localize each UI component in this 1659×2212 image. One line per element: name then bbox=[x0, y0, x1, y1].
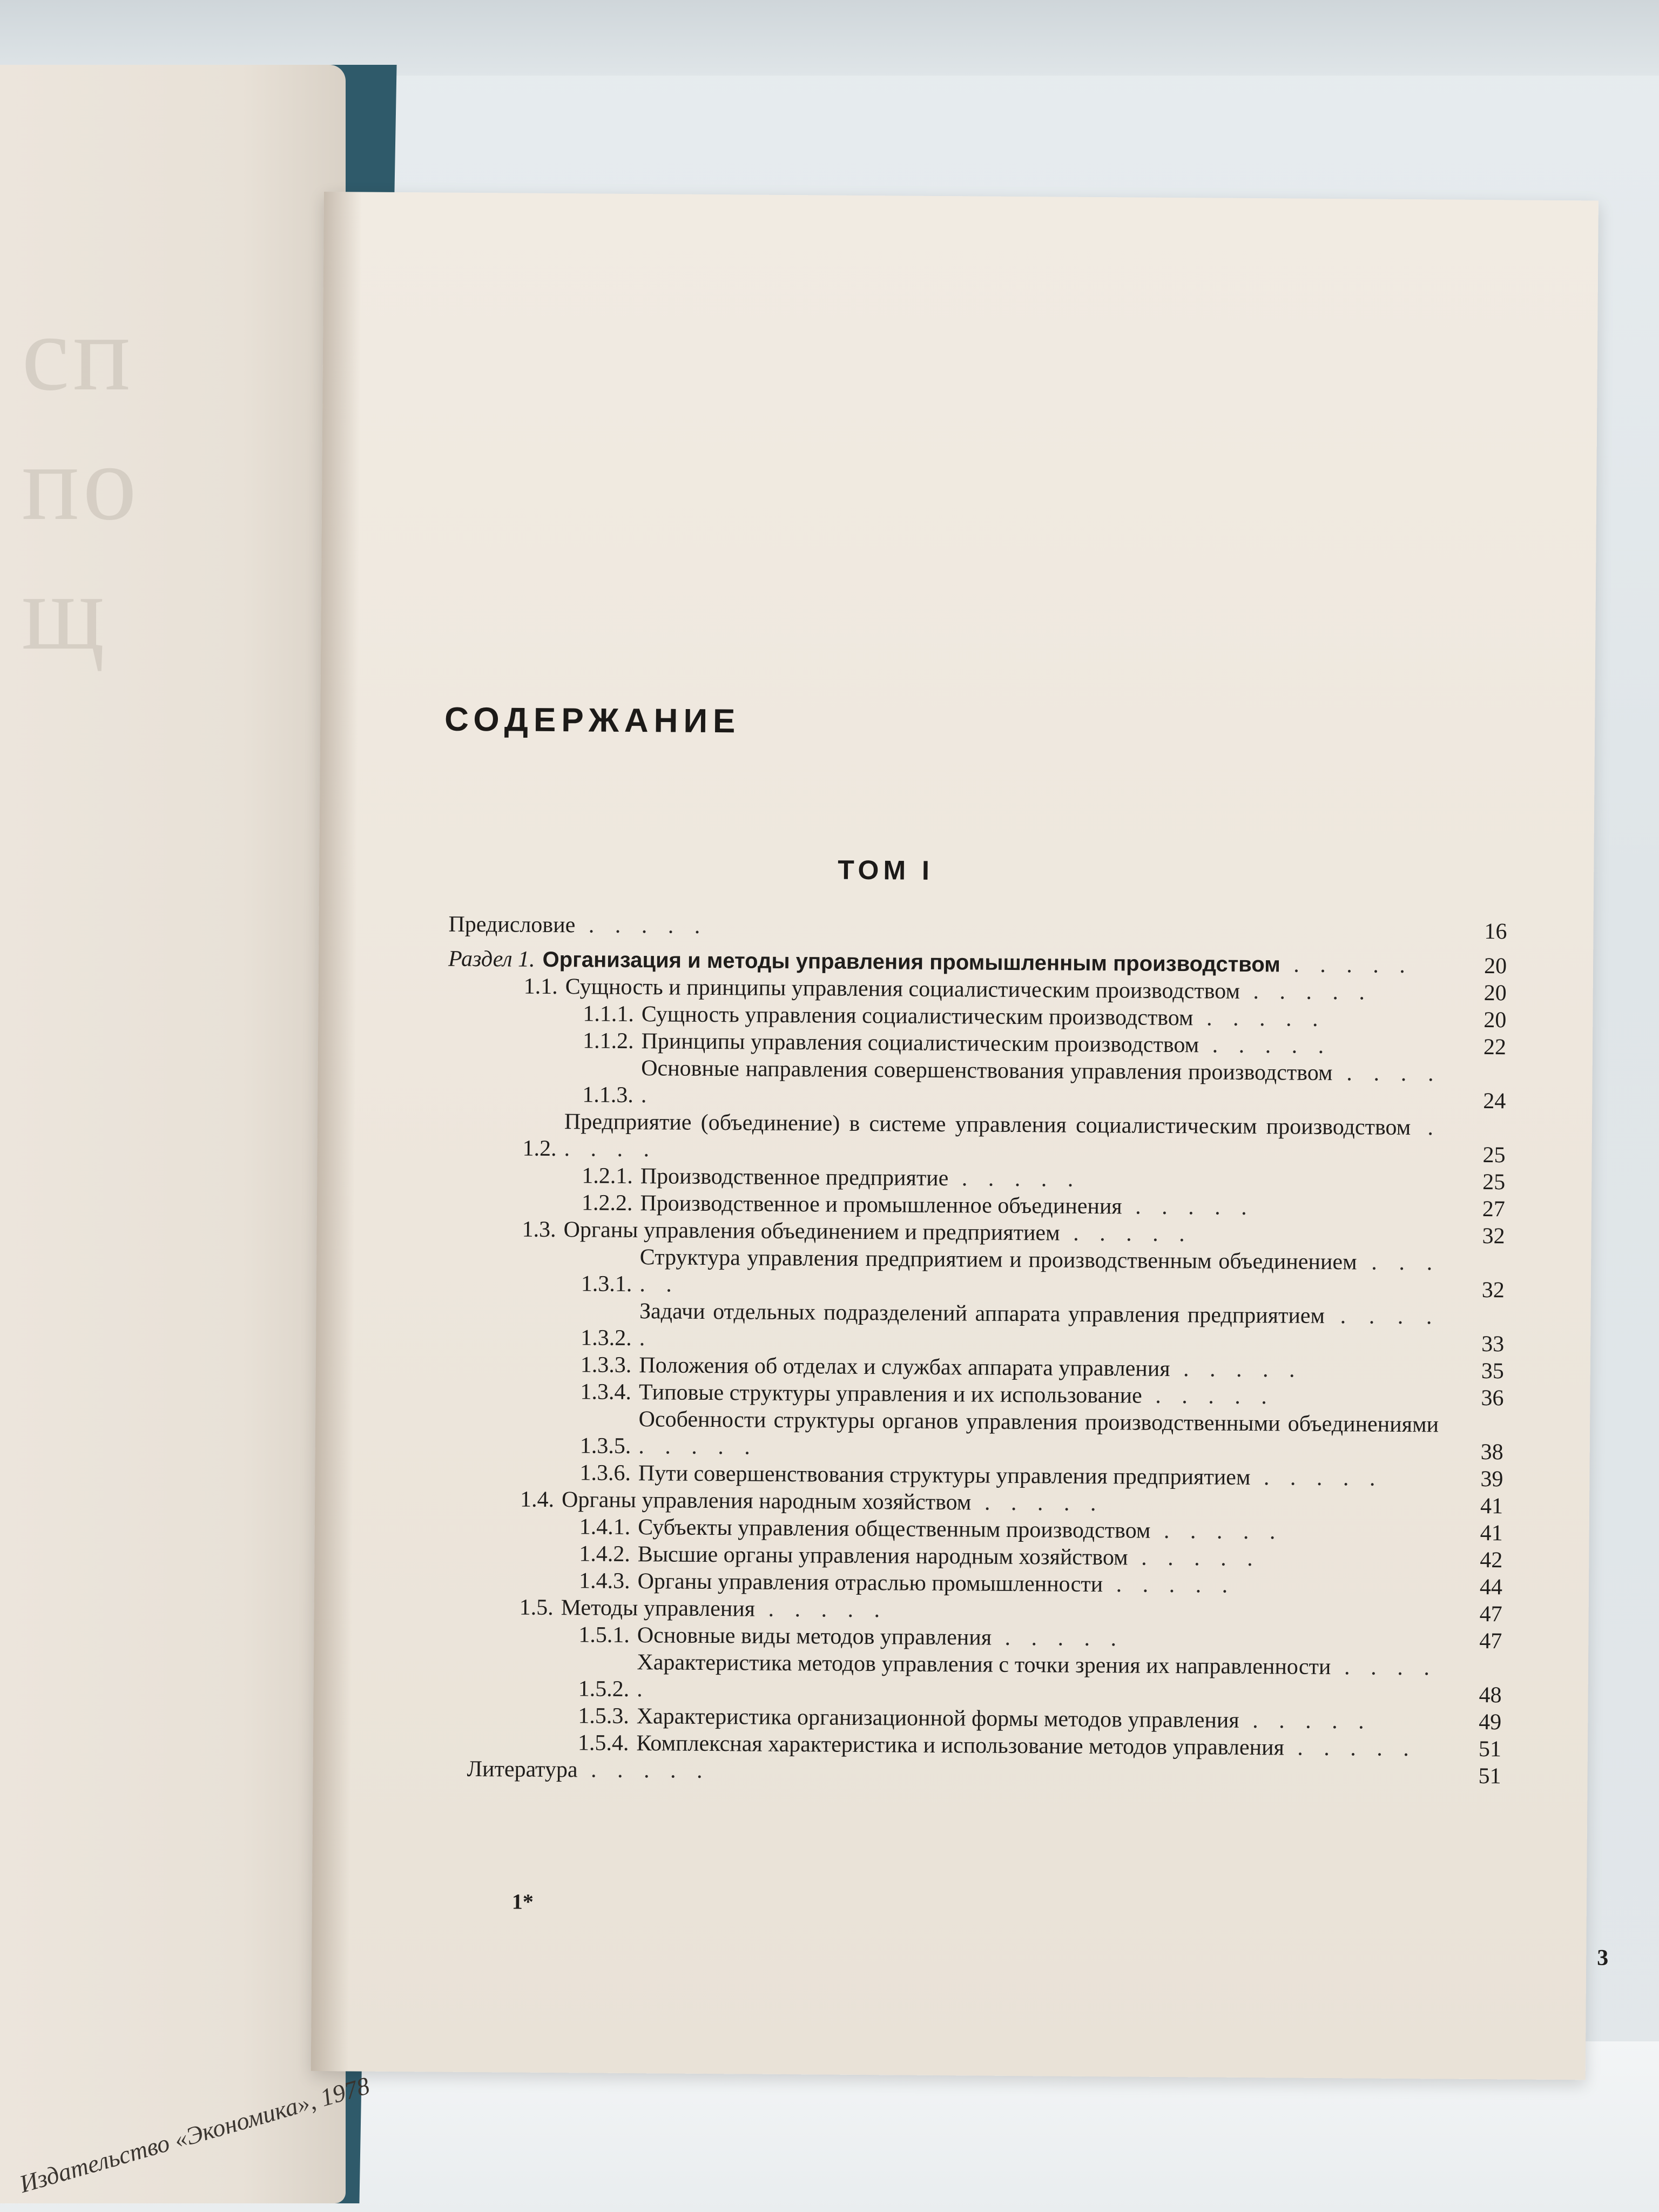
toc-entry-page: 20 bbox=[1483, 954, 1507, 979]
entry-title-text: Основные направления совершенствования управления производством bbox=[641, 1056, 1333, 1086]
entry-title-text: Принципы управления социалистическим производством bbox=[641, 1029, 1199, 1058]
leader-dots: . . . . . bbox=[1239, 979, 1373, 1005]
toc-entry-number: 1.3.2. bbox=[581, 1325, 632, 1351]
toc-entry-number: 1.4.3. bbox=[578, 1568, 630, 1594]
toc-entry-page: 44 bbox=[1479, 1575, 1503, 1600]
toc-entry-page: 25 bbox=[1482, 1170, 1506, 1195]
toc-entry-page: 20 bbox=[1483, 1008, 1507, 1033]
leader-dots: . . . . . bbox=[1239, 1708, 1372, 1734]
toc-entry-page: 16 bbox=[1484, 919, 1507, 945]
entry-title-text: Пути совершенствования структуры управления предприятием bbox=[638, 1461, 1251, 1491]
toc-entry-page: 24 bbox=[1483, 1089, 1506, 1114]
entry-title-text: Субъекты управления общественным производством bbox=[638, 1515, 1151, 1543]
toc-entry-page: 32 bbox=[1482, 1224, 1505, 1249]
toc-entry-number: 1.5. bbox=[519, 1595, 554, 1621]
leader-dots: . . . . . bbox=[971, 1490, 1104, 1516]
toc-entry-title bbox=[641, 1055, 1441, 1114]
entry-title-text: Сущность и принципы управления социалистическим производством bbox=[565, 974, 1240, 1004]
section-title: Организация и методы управления промышленным производством bbox=[542, 947, 1280, 977]
leader-dots: . . . . . bbox=[1150, 1518, 1283, 1545]
toc-entry-page: 27 bbox=[1482, 1197, 1506, 1222]
toc-entry-number: 1.4.2. bbox=[579, 1541, 631, 1567]
toc-entry-number: 1.5.4. bbox=[577, 1730, 629, 1756]
toc-entry-page: 22 bbox=[1483, 1035, 1507, 1060]
entry-title-text: Характеристика организационной формы методов управления bbox=[636, 1704, 1239, 1733]
leader-dots: . . . . . bbox=[638, 1434, 758, 1460]
leader-dots: . . . . . bbox=[577, 1757, 710, 1784]
page-number: 3 bbox=[1597, 1945, 1609, 1971]
leader-dots: . . . . . bbox=[640, 1061, 1441, 1108]
show-through-text: щ bbox=[22, 553, 109, 672]
toc-entry-page: 41 bbox=[1480, 1521, 1503, 1546]
page-title: СОДЕРЖАНИЕ bbox=[444, 700, 741, 740]
leader-dots: . . . . . bbox=[1284, 1735, 1417, 1762]
toc-entry bbox=[446, 1243, 1505, 1304]
toc-entry-number: 1.4.1. bbox=[579, 1514, 631, 1540]
toc-entry-number: 1.5.1. bbox=[578, 1622, 630, 1648]
toc-entry bbox=[447, 1054, 1506, 1115]
show-through-text: по bbox=[22, 423, 140, 543]
contents-page bbox=[311, 192, 1609, 2080]
toc-entry-title bbox=[639, 1298, 1440, 1357]
toc-entry-number: 1.4. bbox=[520, 1487, 555, 1513]
entry-title-text: Методы управления bbox=[561, 1595, 756, 1622]
toc-entry-page: 36 bbox=[1481, 1386, 1504, 1411]
toc-entry bbox=[443, 1648, 1502, 1709]
leader-dots: . . . . . bbox=[1250, 1465, 1383, 1491]
leader-dots: . . . . . bbox=[1103, 1572, 1236, 1598]
leader-dots: . . . . . bbox=[948, 1166, 1081, 1192]
toc-entry-page: 25 bbox=[1482, 1143, 1506, 1168]
signature-mark: 1* bbox=[511, 1889, 534, 1914]
table-of-contents bbox=[442, 911, 1507, 1790]
show-through-text: сп bbox=[22, 294, 134, 413]
toc-entry-number: 1.2.1. bbox=[582, 1163, 633, 1189]
toc-entry-title bbox=[637, 1649, 1437, 1708]
leader-dots: . . . . . bbox=[991, 1625, 1124, 1651]
toc-entry-page: 48 bbox=[1479, 1682, 1502, 1708]
toc-entry-number: 1.3.3. bbox=[580, 1352, 632, 1378]
toc-entry-page: 39 bbox=[1480, 1467, 1503, 1492]
toc-entry-number: 1.2. bbox=[522, 1136, 557, 1162]
toc-entry-number: 1.1.3. bbox=[582, 1082, 633, 1108]
toc-entry-page: 33 bbox=[1481, 1332, 1505, 1357]
toc-entry-title bbox=[639, 1244, 1440, 1303]
volume-title: ТОМ I bbox=[838, 854, 934, 886]
entry-title-text: Типовые структуры управления и их использование bbox=[638, 1380, 1142, 1408]
leader-dots: . . . . . bbox=[754, 1596, 888, 1623]
toc-entry-page: 38 bbox=[1480, 1440, 1503, 1465]
leader-dots: . . . . . bbox=[1170, 1356, 1303, 1382]
entry-title-text: Комплексная характеристика и использование методов управления bbox=[636, 1731, 1285, 1761]
toc-entry-page: 49 bbox=[1479, 1709, 1502, 1735]
leader-dots: . . . . . bbox=[1199, 1033, 1332, 1059]
toc-entry-page: 51 bbox=[1478, 1736, 1502, 1762]
entry-title-text: Органы управления народным хозяйством bbox=[561, 1487, 972, 1515]
entry-title-text: Производственное предприятие bbox=[640, 1164, 949, 1191]
entry-title-text: Характеристика методов управления с точки зрения их направленности bbox=[637, 1650, 1331, 1680]
toc-entry bbox=[448, 911, 1507, 945]
entry-title-text: Сущность управления социалистическим производством bbox=[641, 1002, 1193, 1031]
toc-entry-page: 42 bbox=[1480, 1548, 1503, 1573]
toc-entry-number: 1.3.4. bbox=[580, 1379, 632, 1405]
toc-entry-page: 47 bbox=[1479, 1629, 1502, 1654]
leader-dots: . . . . . bbox=[575, 913, 708, 939]
leader-dots: . . . . . bbox=[1193, 1006, 1326, 1031]
toc-entry-number: 1.3.5. bbox=[579, 1433, 631, 1459]
toc-entry-number: 1.1. bbox=[523, 974, 558, 1000]
leader-dots: . . . . . bbox=[636, 1655, 1438, 1702]
toc-entry-page: 32 bbox=[1481, 1278, 1505, 1303]
leader-dots: . . . . . bbox=[1060, 1220, 1192, 1247]
leader-dots: . . . . . bbox=[564, 1115, 1441, 1162]
toc-entry-title bbox=[638, 1406, 1439, 1465]
entry-title-text: Предприятие (объединение) в системе управления социалистическим производством bbox=[564, 1109, 1411, 1141]
toc-entry-number: 1.1.1. bbox=[583, 1001, 635, 1027]
toc-entry-page: 20 bbox=[1483, 981, 1507, 1006]
toc-entry-page: 41 bbox=[1480, 1494, 1503, 1519]
toc-entry bbox=[445, 1405, 1503, 1466]
entry-title-text: Предисловие bbox=[448, 912, 576, 938]
entry-title-text: Органы управления объединением и предприятием bbox=[563, 1217, 1060, 1246]
toc-entry-title bbox=[564, 1108, 1441, 1168]
toc-entry-page: 51 bbox=[1478, 1763, 1501, 1789]
leader-dots: . . . . . bbox=[639, 1250, 1440, 1297]
entry-title-text: Литература bbox=[467, 1756, 578, 1783]
entry-title-text: Структура управления предприятием и производственным объединением bbox=[639, 1245, 1357, 1275]
entry-title-text: Положения об отделах и службах аппарата управления bbox=[639, 1353, 1170, 1381]
entry-title-text: Органы управления отраслью промышленности bbox=[637, 1569, 1103, 1597]
toc-entry-number: Раздел 1. bbox=[448, 946, 535, 972]
leader-dots: . . . . . bbox=[1142, 1383, 1274, 1410]
toc-entry-title bbox=[448, 911, 1442, 945]
leader-dots: . . . . . bbox=[639, 1303, 1440, 1351]
toc-entry bbox=[446, 1297, 1505, 1358]
entry-title-text: Высшие органы управления народным хозяйством bbox=[637, 1542, 1128, 1570]
toc-entry-number: 1.5.3. bbox=[578, 1703, 629, 1729]
entry-title-text: Особенности структуры органов управления производственными объединениями bbox=[638, 1407, 1439, 1438]
entry-title-text: Задачи отдельных подразделений аппарата управления предприятием bbox=[639, 1299, 1325, 1328]
leader-dots: . . . . . bbox=[1122, 1194, 1255, 1220]
entry-title-text: Основные виды методов управления bbox=[637, 1623, 992, 1650]
publisher-imprint: Издательство «Экономика», 1978 bbox=[16, 2071, 373, 2198]
toc-entry-number: 1.5.2. bbox=[578, 1676, 630, 1702]
background-wall bbox=[0, 0, 1659, 76]
leader-dots: . . . . . bbox=[1280, 952, 1413, 979]
toc-entry-number: 1.1.2. bbox=[582, 1028, 634, 1054]
toc-entry-number: 1.3. bbox=[522, 1217, 556, 1243]
toc-entry-number: 1.2.2. bbox=[581, 1190, 633, 1216]
entry-title-text: Производственное и промышленное объединения bbox=[640, 1191, 1122, 1219]
toc-entry bbox=[447, 1108, 1506, 1169]
left-page bbox=[0, 65, 373, 2203]
toc-entry-number: 1.3.6. bbox=[579, 1460, 631, 1486]
toc-entry-page: 35 bbox=[1481, 1359, 1504, 1384]
toc-entry-number: 1.3.1. bbox=[581, 1271, 632, 1297]
toc-entry-page: 47 bbox=[1479, 1602, 1502, 1627]
leader-dots: . . . . . bbox=[1128, 1545, 1260, 1572]
